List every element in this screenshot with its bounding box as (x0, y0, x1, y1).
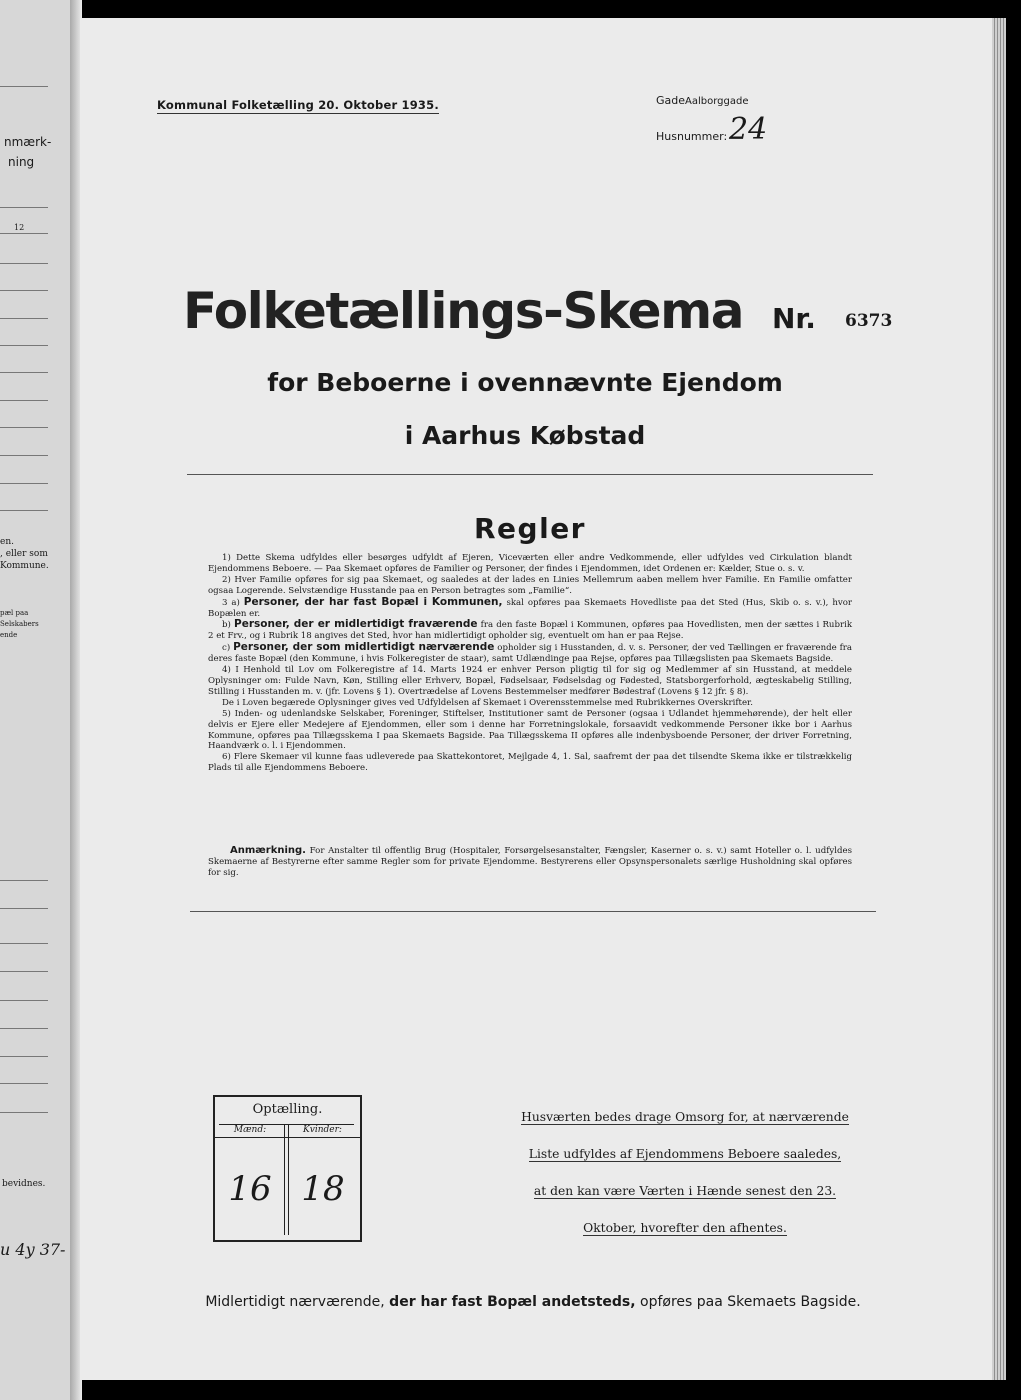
footer-part: opføres paa Skemaets Bagside. (640, 1294, 861, 1310)
landlord-notice (505, 1099, 865, 1247)
left-page-header: nmærk- (4, 135, 52, 149)
rule-3b: b) Personer, der er midlertidigt fraværende fra den faste Bopæl i Kommunen, opføres paa Hovedlisten, men der sættes i Rubrik 2 et Frv., og i Rubrik 18 angives det Sted, hvor han midlertidigt opholder sig, eventuelt om han er paa Rejse. (208, 618, 853, 642)
house-number-value: 24 (729, 112, 768, 147)
left-page-handwriting: u 4y 37- (0, 1240, 66, 1259)
page-stack-edge (992, 18, 1006, 1380)
count-box-title: Optælling. (252, 1102, 323, 1117)
street-label: Gade (656, 94, 686, 107)
form-number-value: 6373 (845, 311, 893, 331)
form-number-label: Nr. (772, 302, 816, 335)
census-title: Kommunal Folketælling 20. Oktober 1935. (157, 98, 439, 112)
left-page-fragment (0, 0, 78, 1400)
footer-part: Midlertidigt nærværende, (205, 1294, 385, 1310)
left-page-header: ning (8, 155, 35, 169)
footer-part-bold: der har fast Bopæl andetsteds, (389, 1294, 636, 1310)
remark-text: For Anstalter til offentlig Brug (Hospitaler, Forsørgelsesanstalter, Fængsler, Kaserner o. s. v.) samt Hoteller o. l. udfyldes Skemaerne af Bestyrerne efter samme Regler som for private Ejendomme. Bestyrerens eller Opsynspersonalets særlige Husholdning skal opføres for sig. (208, 846, 852, 878)
rule-1: 1) Dette Skema udfyldes eller besørges udfyldt af Ejeren, Viceværten eller andre Vedkommende, eller udfyldes ved Cirkulation blandt Ejendommens Beboere. — Paa Skemaet opføres de Familier og Personer, der findes i Ejendommen, idet Ordenen er: Kælder, Stue o. s. v. (208, 553, 852, 574)
rule-6: 6) Flere Skemaer vil kunne faas udleverede paa Skattekontoret, Mejlgade 4, 1. Sal, saafremt der paa det tilsendte Skema ikke er tilstrækkelig Plads til alle Ejendommens Beboere. (208, 752, 852, 774)
rules-heading: Regler (474, 512, 586, 545)
left-page-note: pæl paa Selskabers ende (0, 609, 39, 639)
form-subtitle: for Beboerne i ovennævnte Ejendom (267, 368, 783, 397)
women-count: 18 (301, 1169, 345, 1209)
street-field (656, 94, 749, 107)
form-subtitle: i Aarhus Købstad (404, 421, 646, 450)
men-count: 16 (228, 1169, 272, 1209)
men-label: Mænd: (233, 1125, 267, 1135)
left-page-rule (0, 86, 48, 87)
left-page-column-number: 12 (14, 223, 25, 232)
house-number-label: Husnummer: (656, 130, 728, 143)
divider (190, 911, 876, 912)
rule-4b: De i Loven begærede Oplysninger gives ved Udfyldelsen af Skemaet i Overensstemmelse med Rubrikkernes Overskrifter. (222, 697, 753, 708)
rule-3c: c) Personer, der som midlertidigt nærværende opholder sig i Husstanden, d. v. s. Personer, der ved Tællingen er fraværende fra deres faste Bopæl (den Kommune, i hvis Folkeregister de staar), samt Udlændinge paa Rejse, opføres paa Tillægslisten paa Skemaets Bagside. (208, 641, 853, 665)
notice-line: at den kan være Værten i Hænde senest den 23. (533, 1184, 837, 1198)
footer-note (120, 1294, 946, 1310)
remark (208, 846, 852, 879)
left-page-note: bevidnes. (2, 1179, 46, 1189)
count-box (213, 1095, 362, 1242)
street-value: Aalborggade (685, 96, 749, 107)
notice-line: Liste udfyldes af Ejendommens Beboere saaledes, (528, 1147, 842, 1161)
rule-2: 2) Hver Familie opføres for sig paa Skemaet, og saaledes at der lades en Linies Mellemrum aaben mellem hver Familie. En Familie omfatter ogsaa Logerende. Selvstændige Husstande paa en Person betragtes som „Familie“. (208, 574, 852, 596)
form-title: Folketællings-Skema (183, 282, 744, 340)
notice-line: Oktober, hvorefter den afhentes. (583, 1221, 787, 1235)
remark-label: Anmærkning. (230, 845, 306, 856)
divider (187, 474, 873, 475)
notice-line: Husværten bedes drage Omsorg for, at nærværende (521, 1110, 849, 1124)
left-page-note: en. , eller som Kommune. (0, 537, 49, 571)
rule-5: 5) Inden- og udenlandske Selskaber, Foreninger, Stiftelser, Institutioner samt de Personer (ogsaa i Udlandet hjemmehørende), der helt eller delvis er Ejere eller Medejere af Ejendommen, eller som i denne har Forretningslokale, forsaavidt vedkommende Personer ikke bor i Aarhus Kommune, opføres paa Tillægsskema I paa Skemaets Bagside. Paa Tillægsskema II opføres alle indenbysboende Personer, der driver Forretning, Haandværk o. l. i Ejendommen. (208, 708, 852, 752)
rules-text (208, 553, 852, 774)
rule-4: 4) I Henhold til Lov om Folkeregistre af 14. Marts 1924 er enhver Person pligtig til for sig og Medlemmer af sin Husstand, at meddele Oplysninger om: Fulde Navn, Køn, Stilling eller Erhverv, Bopæl, Fødselsaar, Fødselsdag og Fødested, Statsborgerforhold, ægteskabelig Stilling, Stilling i Husstanden m. v. (jfr. Lovens § 1). Overtrædelse af Lovens Bestemmelser medfører Bødestraf (Lovens § 12 jfr. § 8). (208, 665, 852, 697)
women-label: Kvinder: (303, 1125, 342, 1135)
rule-3a: 3 a) Personer, der har fast Bopæl i Kommunen, skal opføres paa Skemaets Hovedliste paa det Sted (Hus, Skib o. s. v.), hvor Bopælen er. (208, 595, 852, 619)
